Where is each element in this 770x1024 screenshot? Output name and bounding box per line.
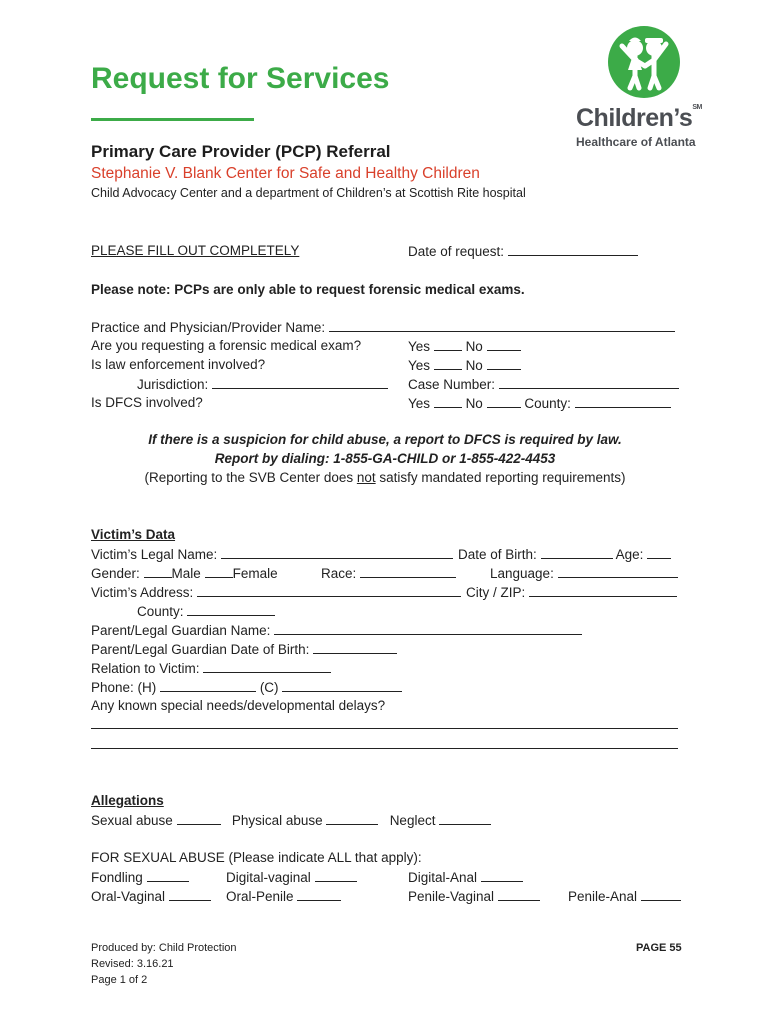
race-field[interactable]	[321, 565, 456, 581]
abuse-notice-line3: (Reporting to the SVB Center does not satisfy mandated reporting requirements)	[144, 470, 626, 485]
victim-legal-name-blank[interactable]	[221, 546, 453, 559]
footer-page-of: Page 1 of 2	[91, 974, 148, 986]
phone-cell-label: (C)	[259, 680, 279, 695]
forensic-exam-yes-no[interactable]	[408, 338, 521, 354]
fondling-label: Fondling	[91, 870, 143, 885]
penile-anal-blank[interactable]	[641, 888, 681, 901]
special-needs-label: Any known special needs/developmental delays?	[91, 698, 386, 713]
relation-blank[interactable]	[203, 660, 331, 673]
county-label: County:	[524, 396, 571, 411]
relation-label: Relation to Victim:	[91, 661, 200, 676]
yes-blank[interactable]	[434, 357, 462, 370]
victim-county-field[interactable]	[137, 603, 275, 619]
dob-label: Date of Birth:	[458, 547, 537, 562]
logo-wordmark: Children’s℠	[576, 104, 702, 132]
children-figures-icon	[608, 26, 680, 98]
age-label: Age:	[615, 547, 644, 562]
pcp-note: Please note: PCPs are only able to request forensic medical exams.	[91, 282, 525, 297]
case-number-blank[interactable]	[499, 376, 679, 389]
language-blank[interactable]	[558, 565, 678, 578]
allegations-heading: Allegations	[91, 793, 164, 808]
no-label: No	[465, 358, 483, 373]
digital-vaginal-blank[interactable]	[315, 869, 357, 882]
dob-blank[interactable]	[541, 546, 613, 559]
gender-field[interactable]	[91, 565, 278, 581]
center-name: Stephanie V. Blank Center for Safe and Healthy Children	[91, 165, 480, 182]
oral-vaginal-blank[interactable]	[169, 888, 211, 901]
neglect-blank[interactable]	[439, 812, 491, 825]
sexual-abuse-header: FOR SEXUAL ABUSE (Please indicate ALL that apply):	[91, 850, 422, 865]
yes-label: Yes	[408, 358, 431, 373]
penile-vaginal-label: Penile-Vaginal	[408, 889, 495, 904]
language-field[interactable]	[490, 565, 678, 581]
gender-label: Gender:	[91, 566, 140, 581]
digital-vaginal-label: Digital-vaginal	[226, 870, 311, 885]
abuse-notice-line1: If there is a suspicion for child abuse, a report to DFCS is required by law.	[148, 432, 622, 447]
date-of-request-label: Date of request:	[408, 244, 505, 259]
penile-anal-label: Penile-Anal	[568, 889, 638, 904]
oral-penile-label: Oral-Penile	[226, 889, 294, 904]
guardian-name-field[interactable]	[91, 622, 582, 638]
practice-name-label: Practice and Physician/Provider Name:	[91, 320, 326, 335]
oral-vaginal-field[interactable]	[91, 888, 211, 904]
fondling-blank[interactable]	[147, 869, 189, 882]
title-underline	[91, 118, 254, 121]
victim-address-blank[interactable]	[197, 584, 461, 597]
footer-revised: Revised: 3.16.21	[91, 958, 174, 970]
jurisdiction-label: Jurisdiction:	[137, 377, 209, 392]
victim-county-blank[interactable]	[187, 603, 275, 616]
case-number-field[interactable]	[408, 376, 679, 392]
law-enforcement-yes-no[interactable]	[408, 357, 521, 373]
oral-penile-field[interactable]	[226, 888, 341, 904]
oral-penile-blank[interactable]	[297, 888, 341, 901]
digital-anal-blank[interactable]	[481, 869, 523, 882]
age-blank[interactable]	[647, 546, 671, 559]
victim-address-field[interactable]	[91, 584, 461, 600]
sexual-abuse-label: Sexual abuse	[91, 813, 173, 828]
dfcs-yes-no-county[interactable]	[408, 395, 671, 411]
oral-vaginal-label: Oral-Vaginal	[91, 889, 166, 904]
footer-page-number: PAGE 55	[636, 942, 682, 954]
allegation-types-row[interactable]	[91, 812, 491, 828]
female-label: Female	[232, 566, 278, 581]
guardian-dob-blank[interactable]	[313, 641, 397, 654]
phone-cell-blank[interactable]	[282, 679, 402, 692]
childrens-logo-mark	[608, 26, 680, 98]
jurisdiction-field[interactable]	[137, 376, 388, 392]
fondling-field[interactable]	[91, 869, 189, 885]
jurisdiction-blank[interactable]	[212, 376, 388, 389]
special-needs-line-1[interactable]	[91, 728, 678, 729]
dfcs-question: Is DFCS involved?	[91, 395, 203, 410]
center-description: Child Advocacy Center and a department of Children’s at Scottish Rite hospital	[91, 186, 526, 200]
penile-anal-field[interactable]	[568, 888, 681, 904]
victim-legal-name-field[interactable]	[91, 546, 453, 562]
phone-home-label: Phone: (H)	[91, 680, 157, 695]
neglect-label: Neglect	[389, 813, 436, 828]
city-zip-label: City / ZIP:	[466, 585, 526, 600]
male-blank[interactable]	[144, 565, 172, 578]
no-blank[interactable]	[487, 357, 521, 370]
phone-field[interactable]	[91, 679, 402, 695]
race-blank[interactable]	[360, 565, 456, 578]
victim-data-heading: Victim’s Data	[91, 527, 176, 542]
race-label: Race:	[321, 566, 357, 581]
yes-label: Yes	[408, 339, 431, 354]
date-of-request-field[interactable]	[408, 243, 638, 259]
practice-name-blank[interactable]	[329, 319, 675, 332]
sexual-abuse-blank[interactable]	[177, 812, 221, 825]
language-label: Language:	[490, 566, 554, 581]
city-zip-blank[interactable]	[529, 584, 677, 597]
date-of-request-blank[interactable]	[508, 243, 638, 256]
practice-name-field[interactable]	[91, 319, 675, 335]
no-label: No	[465, 396, 483, 411]
form-subtitle: Primary Care Provider (PCP) Referral	[91, 142, 391, 161]
forensic-exam-question: Are you requesting a forensic medical exam?	[91, 338, 362, 353]
physical-abuse-blank[interactable]	[326, 812, 378, 825]
victim-address-label: Victim’s Address:	[91, 585, 194, 600]
victim-legal-name-label: Victim’s Legal Name:	[91, 547, 218, 562]
digital-anal-label: Digital-Anal	[408, 870, 478, 885]
penile-vaginal-blank[interactable]	[498, 888, 540, 901]
yes-blank[interactable]	[434, 338, 462, 351]
guardian-dob-field[interactable]	[91, 641, 397, 657]
special-needs-line-2[interactable]	[91, 748, 678, 749]
yes-blank[interactable]	[434, 395, 462, 408]
guardian-name-label: Parent/Legal Guardian Name:	[91, 623, 271, 638]
abuse-notice-line2: Report by dialing: 1-855-GA-CHILD or 1-855-422-4453	[214, 451, 556, 466]
no-label: No	[465, 339, 483, 354]
logo-tagline: Healthcare of Atlanta	[576, 135, 696, 149]
case-number-label: Case Number:	[408, 377, 496, 392]
no-blank[interactable]	[487, 395, 521, 408]
city-zip-field[interactable]	[466, 584, 677, 600]
female-blank[interactable]	[205, 565, 233, 578]
penile-vaginal-field[interactable]	[408, 888, 540, 904]
footer-produced-by: Produced by: Child Protection	[91, 942, 237, 954]
dob-age-field[interactable]	[458, 546, 671, 562]
guardian-name-blank[interactable]	[274, 622, 582, 635]
county-blank[interactable]	[575, 395, 671, 408]
yes-label: Yes	[408, 396, 431, 411]
physical-abuse-label: Physical abuse	[231, 813, 323, 828]
guardian-dob-label: Parent/Legal Guardian Date of Birth:	[91, 642, 310, 657]
phone-home-blank[interactable]	[160, 679, 256, 692]
no-blank[interactable]	[487, 338, 521, 351]
law-enforcement-question: Is law enforcement involved?	[91, 357, 266, 372]
male-label: Male	[171, 566, 201, 581]
victim-county-label: County:	[137, 604, 184, 619]
relation-field[interactable]	[91, 660, 331, 676]
fill-out-instruction: PLEASE FILL OUT COMPLETELY	[91, 243, 300, 258]
page-title: Request for Services	[91, 62, 390, 95]
digital-anal-field[interactable]	[408, 869, 523, 885]
digital-vaginal-field[interactable]	[226, 869, 357, 885]
